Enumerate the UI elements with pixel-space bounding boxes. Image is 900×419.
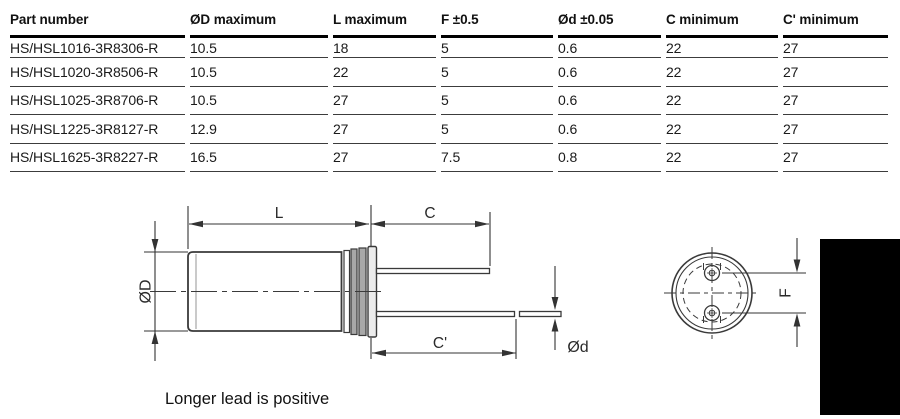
value-cell: 0.6 (558, 115, 661, 144)
value-cell: 27 (783, 87, 888, 116)
header-od-lead: Ød ±0.05 (558, 0, 661, 38)
table-row (10, 115, 888, 144)
part-number-cell: HS/HSL1025-3R8706-R (10, 87, 185, 116)
value-cell: 16.5 (190, 144, 328, 173)
part-number-cell: HS/HSL1016-3R8306-R (10, 38, 185, 58)
value-cell: 22 (333, 58, 436, 87)
table-header-row (10, 0, 888, 38)
part-number-cell: HS/HSL1225-3R8127-R (10, 115, 185, 144)
header-cprime-minimum: C' minimum (783, 0, 888, 38)
dim-label-C-prime: C' (432, 335, 448, 352)
black-block (820, 239, 900, 415)
value-cell: 22 (666, 87, 778, 116)
spec-table (5, 0, 893, 172)
value-cell: 27 (783, 144, 888, 173)
header-part-number: Part number (10, 0, 185, 38)
dim-label-Od: Ød (567, 339, 589, 356)
dim-label-C: C (424, 205, 436, 222)
value-cell: 10.5 (190, 87, 328, 116)
polarity-note: Longer lead is positive (165, 390, 330, 408)
value-cell: 27 (333, 115, 436, 144)
capacitor-leads (377, 269, 562, 317)
value-cell: 0.8 (558, 144, 661, 173)
value-cell: 7.5 (441, 144, 553, 173)
dim-label-OD: ØD (137, 279, 155, 304)
dim-label-F: F (777, 288, 795, 298)
value-cell: 12.9 (190, 115, 328, 144)
value-cell: 5 (441, 58, 553, 87)
value-cell: 27 (333, 144, 436, 173)
header-c-minimum: C minimum (666, 0, 778, 38)
value-cell: 0.6 (558, 87, 661, 116)
table-row (10, 87, 888, 116)
header-od-maximum: ØD maximum (190, 0, 328, 38)
value-cell: 0.6 (558, 58, 661, 87)
value-cell: 22 (666, 144, 778, 173)
value-cell: 5 (441, 115, 553, 144)
part-number-cell: HS/HSL1625-3R8227-R (10, 144, 185, 173)
value-cell: 5 (441, 87, 553, 116)
value-cell: 10.5 (190, 58, 328, 87)
value-cell: 27 (783, 115, 888, 144)
value-cell: 22 (666, 115, 778, 144)
value-cell: 27 (783, 38, 888, 58)
spec-table-body (10, 38, 888, 172)
value-cell: 22 (666, 38, 778, 58)
value-cell: 22 (666, 58, 778, 87)
value-cell: 27 (783, 58, 888, 87)
value-cell: 0.6 (558, 38, 661, 58)
value-cell: 18 (333, 38, 436, 58)
dim-label-L: L (274, 205, 284, 222)
value-cell: 27 (333, 87, 436, 116)
table-row (10, 144, 888, 173)
table-row (10, 58, 888, 87)
header-f-tolerance: F ±0.5 (441, 0, 553, 38)
value-cell: 10.5 (190, 38, 328, 58)
table-row (10, 38, 888, 58)
capacitor-end-view (664, 247, 760, 339)
value-cell: 5 (441, 38, 553, 58)
header-l-maximum: L maximum (333, 0, 436, 38)
part-number-cell: HS/HSL1020-3R8506-R (10, 58, 185, 87)
spec-table-header (10, 0, 888, 38)
